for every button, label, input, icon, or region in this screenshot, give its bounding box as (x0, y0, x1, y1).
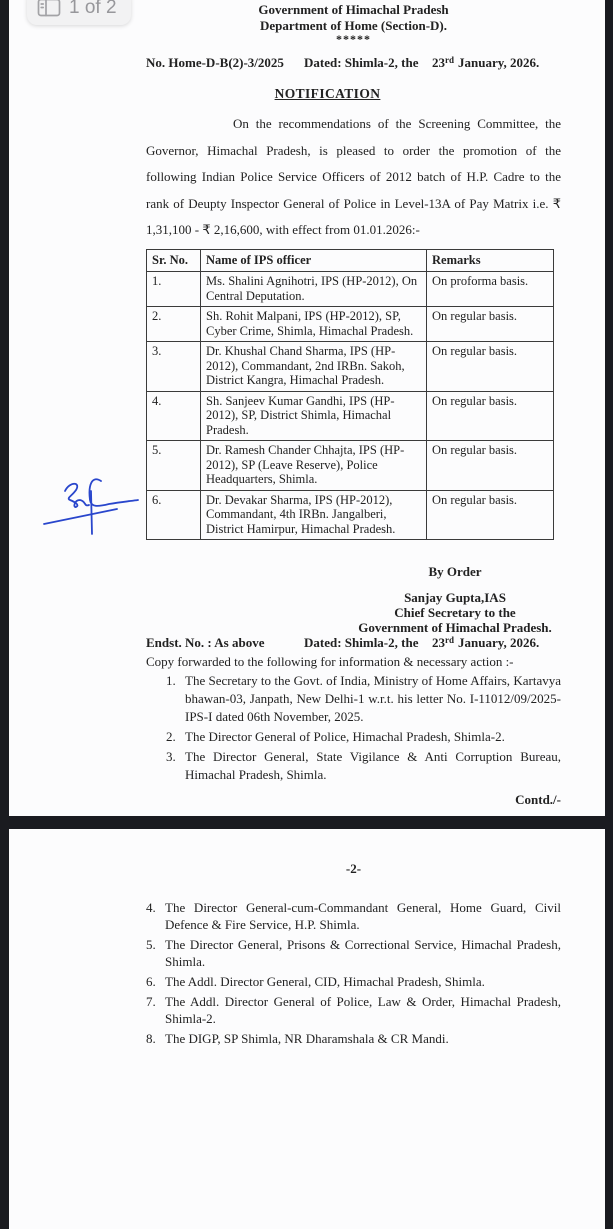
date-value: 23rd January, 2026. (432, 55, 540, 70)
endst-dated-label: Dated: Shimla-2, the (304, 635, 419, 650)
cell-remarks: On regular basis. (427, 441, 554, 491)
col-header-sr-no: Sr. No. (147, 249, 201, 272)
signatory-title-1: Chief Secretary to the (394, 605, 516, 620)
table-row (147, 391, 554, 441)
endst-line (146, 635, 561, 651)
dated-label: Dated: Shimla-2, the (304, 55, 419, 70)
signatory-title-2: Government of Himachal Pradesh. (358, 620, 552, 635)
table-row (147, 272, 554, 307)
page-1 (9, 0, 605, 816)
cell-sr: 1. (147, 272, 201, 307)
cell-name: Dr. Ramesh Chander Chhajta, IPS (HP-2012), SP (Leave Reserve), Police Headquarters, Shimla. (201, 441, 427, 491)
page-number: -2- (345, 861, 362, 876)
reference-number: No. Home-D-B(2)-3/2025 (146, 55, 284, 70)
cell-sr: 6. (147, 490, 201, 540)
list-item: 6. The Addl. Director General, CID, Himachal Pradesh, Shimla. (146, 974, 485, 989)
cc-list-page1 (166, 672, 561, 784)
signatory-name: Sanjay Gupta,IAS (404, 590, 506, 605)
reference-line (146, 55, 561, 71)
col-header-remarks: Remarks (427, 249, 554, 272)
list-item: 7. The Addl. Director General of Police, Law & Order, Himachal Pradesh, Shimla-2. (146, 994, 561, 1026)
cell-remarks: On proforma basis. (427, 272, 554, 307)
endst-date-value: 23rd January, 2026. (432, 635, 540, 650)
by-order: By Order (428, 564, 482, 579)
cell-sr: 2. (147, 307, 201, 342)
continued-marker: Contd./- (515, 792, 561, 807)
table-row (147, 307, 554, 342)
cell-remarks: On regular basis. (427, 342, 554, 392)
header-line-2: Department of Home (Section-D). (259, 18, 447, 33)
endst-label: Endst. No. : As above (146, 635, 265, 650)
list-item: 1. The Secretary to the Govt. of India, Ministry of Home Affairs, Kartavya bhawan-03, Janpath, New Delhi-1 w.r.t. his letter No. I-11012/09/2025-IPS-I dated 06th November, 2025. (166, 673, 561, 724)
page-indicator-label: 1 of 2 (69, 0, 117, 18)
cell-remarks: On regular basis. (427, 391, 554, 441)
list-item: 5. The Director General, Prisons & Correctional Service, Himachal Pradesh, Shimla. (146, 937, 561, 969)
pages-icon (37, 0, 61, 17)
list-item: 2. The Director General of Police, Himachal Pradesh, Shimla-2. (166, 729, 505, 744)
copy-forwarded-line: Copy forwarded to the following for information & necessary action :- (146, 654, 514, 669)
table-header-row (147, 249, 554, 272)
cell-name: Sh. Rohit Malpani, IPS (HP-2012), SP, Cyber Crime, Shimla, Himachal Pradesh. (201, 307, 427, 342)
page-2 (9, 829, 605, 1229)
notification-title: NOTIFICATION (274, 86, 381, 101)
list-item: 8. The DIGP, SP Shimla, NR Dharamshala & CR Mandi. (146, 1031, 449, 1046)
table-row (147, 441, 554, 491)
notification-body: On the recommendations of the Screening Committee, the Governor, Himachal Pradesh, is pleased to order the promotion of the following Indian Police Service Officers of 2012 batch of H.P. Cadre to the rank of Deupty Inspector General of Police in Level-13A of Pay Matrix i.e. ₹ 1,31,100 - ₹ 2,16,600, with effect from 01.01.2026:- (146, 116, 561, 237)
page-indicator-badge (27, 0, 131, 25)
cell-remarks: On regular basis. (427, 307, 554, 342)
cell-name: Dr. Khushal Chand Sharma, IPS (HP-2012), Commandant, 2nd IRBn. Sakoh, District Kangra, Himachal Pradesh. (201, 342, 427, 392)
header-line-1: Government of Himachal Pradesh (258, 2, 449, 17)
cell-sr: 5. (147, 441, 201, 491)
list-item: 3. The Director General, State Vigilance & Anti Corruption Bureau, Himachal Pradesh, Shimla. (166, 749, 561, 782)
col-header-name: Name of IPS officer (201, 249, 427, 272)
signoff-block (350, 564, 560, 635)
officers-table (146, 249, 554, 541)
signature-ink (37, 476, 147, 538)
cell-sr: 3. (147, 342, 201, 392)
header-stars: ***** (336, 32, 371, 46)
cell-sr: 4. (147, 391, 201, 441)
cell-name: Sh. Sanjeev Kumar Gandhi, IPS (HP-2012), SP, District Shimla, Himachal Pradesh. (201, 391, 427, 441)
cell-name: Dr. Devakar Sharma, IPS (HP-2012), Commandant, 4th IRBn. Jangalberi, District Hamirpur, Himachal Pradesh. (201, 490, 427, 540)
table-row (147, 342, 554, 392)
cc-list-page2 (146, 899, 561, 1047)
table-row (147, 490, 554, 540)
document-header (146, 2, 561, 44)
cell-remarks: On regular basis. (427, 490, 554, 540)
cell-name: Ms. Shalini Agnihotri, IPS (HP-2012), On Central Deputation. (201, 272, 427, 307)
list-item: 4. The Director General-cum-Commandant General, Home Guard, Civil Defence & Fire Service, H.P. Shimla. (146, 900, 561, 932)
